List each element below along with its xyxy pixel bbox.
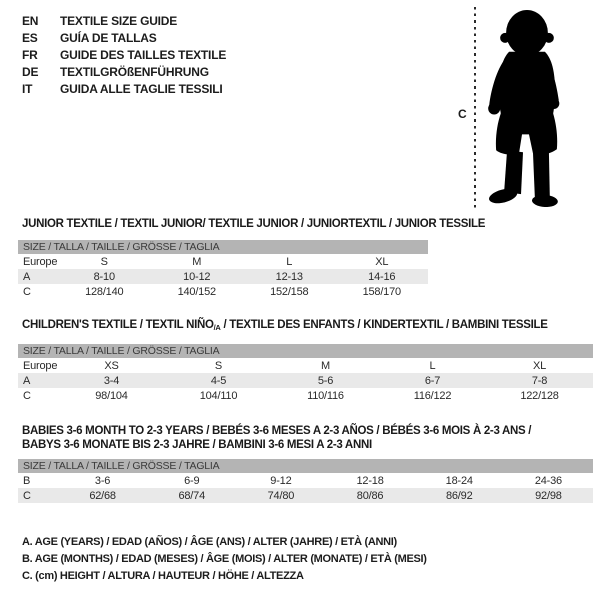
babies-textile-table <box>18 424 593 503</box>
babies-table-title-line2: BABYS 3-6 MONATE BIS 2-3 JAHRE / BAMBINI 3-6 MESI A 2-3 ANNI <box>22 439 372 451</box>
table-row-a <box>18 269 428 284</box>
table-cell: 158/170 <box>362 285 401 298</box>
lang-code: ES <box>22 31 38 46</box>
children-size-header-bar: SIZE / TALLA / TAILLE / GRÖSSE / TAGLIA <box>18 344 593 358</box>
table-cell: B <box>23 474 31 487</box>
table-cell: 116/122 <box>413 389 452 402</box>
babies-table-title-line1: BABIES 3-6 MONTH TO 2-3 YEARS / BEBÉS 3-6 MESES A 2-3 AÑOS / BÉBÉS 3-6 MOIS À 2-3 ANS / <box>22 425 532 437</box>
table-cell: M <box>192 255 202 268</box>
table-row-c <box>18 488 593 503</box>
footnote-b: B. AGE (MONTHS) / EDAD (MESES) / ÂGE (MOIS) / ALTER (MONATE) / ETÀ (MESI) <box>22 553 427 565</box>
height-label-c: C <box>458 107 467 121</box>
table-cell: XS <box>104 359 119 372</box>
table-cell: S <box>214 359 223 372</box>
table-cell: 7-8 <box>531 374 548 387</box>
table-row-europe <box>18 254 428 269</box>
junior-textile-table <box>18 217 486 299</box>
lang-title: GUÍA DE TALLAS <box>60 31 157 46</box>
table-cell: S <box>100 255 108 268</box>
table-row-c <box>18 284 428 299</box>
lang-title: GUIDE DES TAILLES TEXTILE <box>60 47 227 62</box>
table-cell: 12-13 <box>275 270 303 283</box>
lang-row-de <box>22 63 226 80</box>
title-subscript: /A <box>213 323 221 332</box>
table-cell: 6-7 <box>424 374 441 387</box>
table-cell: 92/98 <box>535 489 562 502</box>
table-cell: 24-36 <box>534 474 562 487</box>
table-cell: 3-6 <box>94 474 111 487</box>
table-cell: 8-10 <box>93 270 115 283</box>
lang-title: GUIDA ALLE TAGLIE TESSILI <box>60 81 223 96</box>
lang-row-fr <box>22 47 226 64</box>
table-cell: 98/104 <box>95 389 128 402</box>
footnote-a: A. AGE (YEARS) / EDAD (AÑOS) / ÂGE (ANS) / ALTER (JAHRE) / ETÀ (ANNI) <box>22 536 397 548</box>
table-cell: L <box>429 359 436 372</box>
lang-code: FR <box>22 47 38 62</box>
table-cell: 122/128 <box>520 389 559 402</box>
height-reference-dotted-line <box>474 7 476 210</box>
table-cell: 9-12 <box>270 474 292 487</box>
children-table-title <box>18 318 593 335</box>
table-cell: C <box>23 489 31 502</box>
table-cell: M <box>321 359 330 372</box>
lang-title: TEXTILGRÖßENFÜHRUNG <box>60 64 209 79</box>
language-list <box>22 13 226 97</box>
lang-code: EN <box>22 14 39 29</box>
table-row-b <box>18 473 593 488</box>
table-cell: A <box>23 374 31 387</box>
table-cell: 68/74 <box>178 489 205 502</box>
babies-size-header-bar: SIZE / TALLA / TAILLE / GRÖSSE / TAGLIA <box>18 459 593 473</box>
table-cell: XL <box>532 359 547 372</box>
table-cell: 152/158 <box>270 285 309 298</box>
table-cell: 10-12 <box>183 270 211 283</box>
table-cell: 110/116 <box>307 389 344 402</box>
lang-code: IT <box>22 81 33 96</box>
lang-row-es <box>22 30 226 47</box>
junior-size-header-bar: SIZE / TALLA / TAILLE / GRÖSSE / TAGLIA <box>18 240 428 254</box>
table-cell: 140/152 <box>177 285 216 298</box>
table-cell: 86/92 <box>445 489 473 502</box>
lang-row-en <box>22 13 226 30</box>
table-cell: L <box>286 255 293 268</box>
table-cell: 128/140 <box>85 285 124 298</box>
table-cell: 18-24 <box>445 474 473 487</box>
lang-row-it <box>22 80 226 97</box>
table-cell: 3-4 <box>103 374 120 387</box>
table-cell: 5-6 <box>317 374 334 387</box>
table-cell: 12-18 <box>356 474 384 487</box>
childrens-textile-table <box>18 318 593 403</box>
table-cell: 14-16 <box>368 270 396 283</box>
table-cell: A <box>23 270 31 283</box>
table-cell: 80/86 <box>356 489 384 502</box>
toddler-silhouette-icon <box>483 8 567 207</box>
table-cell: C <box>23 389 31 402</box>
table-cell: 6-9 <box>184 474 200 487</box>
table-cell: 4-5 <box>210 374 227 387</box>
table-cell: XL <box>375 255 389 268</box>
table-cell: 74/80 <box>267 489 295 502</box>
footnotes <box>22 536 427 587</box>
table-cell: 104/110 <box>199 389 238 402</box>
table-cell: C <box>23 285 31 298</box>
title-text: CHILDREN'S TEXTILE / TEXTIL NIÑO <box>22 319 214 331</box>
table-row-c <box>18 388 593 403</box>
lang-code: DE <box>22 64 39 79</box>
table-cell: 62/68 <box>89 489 116 502</box>
table-cell: Europe <box>23 255 58 268</box>
table-row-a <box>18 373 593 388</box>
lang-title: TEXTILE SIZE GUIDE <box>60 14 178 29</box>
title-text: / TEXTILE DES ENFANTS / KINDERTEXTIL / BAMBINI TESSILE <box>220 319 548 331</box>
junior-table-title: JUNIOR TEXTILE / TEXTIL JUNIOR/ TEXTILE JUNIOR / JUNIORTEXTIL / JUNIOR TESSILE <box>22 218 486 230</box>
footnote-c: C. (cm) HEIGHT / ALTURA / HAUTEUR / HÖHE / ALTEZZA <box>22 570 304 582</box>
table-row-europe <box>18 358 593 373</box>
table-cell: Europe <box>23 359 58 372</box>
